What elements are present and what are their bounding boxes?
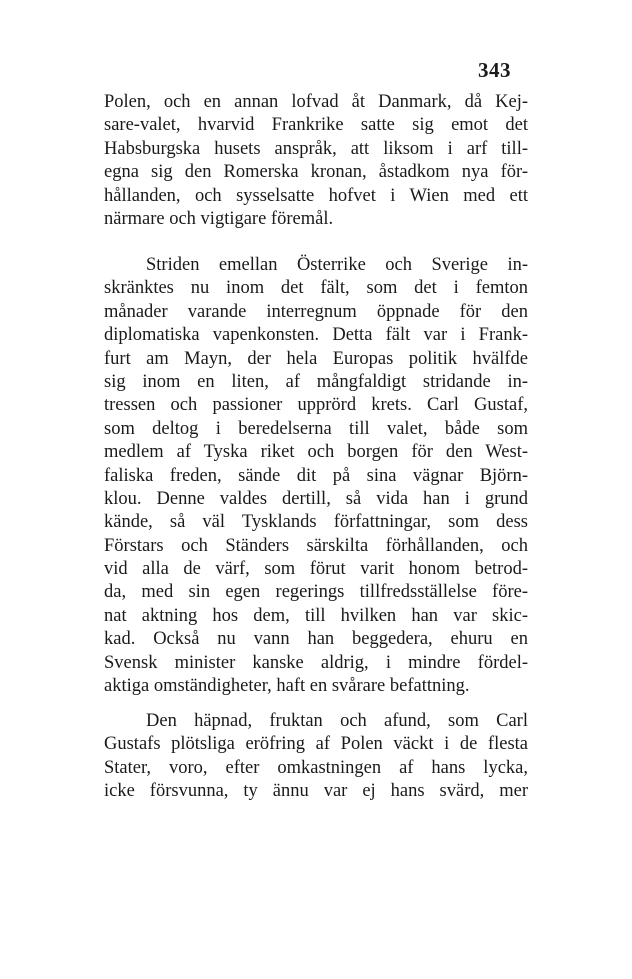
text-line: månader varande interregnum öppnade för den xyxy=(104,301,528,322)
text-line: da, med sin egen regerings tillfredsställelse före- xyxy=(104,582,528,603)
text-line: närmare och vigtigare föremål. xyxy=(104,208,334,229)
text-line: klou. Denne valdes dertill, så vida han i grund xyxy=(104,488,528,509)
text-line: kad. Också nu vann han beggedera, ehuru en xyxy=(104,629,528,650)
text-line: skränktes nu inom det fält, som det i femton xyxy=(104,278,528,299)
text-line: Habsburgska husets anspråk, att liksom i arf till- xyxy=(104,138,528,159)
text-line: Svensk minister kanske aldrig, i mindre fördel- xyxy=(104,652,528,673)
text-line: Förstars och Ständers särskilta förhållanden, och xyxy=(104,535,528,556)
text-line: tressen och passioner upprörd krets. Carl Gustaf, xyxy=(104,395,528,416)
text-line: Gustafs plötsliga eröfring af Polen väckt i de flesta xyxy=(104,734,528,755)
text-line: icke försvunna, ty ännu var ej hans svärd, mer xyxy=(104,781,528,802)
text-line: sig inom en liten, af mångfaldigt stridande in- xyxy=(104,371,528,392)
text-line: faliska freden, sände dit på sina vägnar Björn- xyxy=(104,465,528,486)
text-line: kände, så väl Tysklands författningar, som dess xyxy=(104,512,528,533)
text-line: aktiga omständigheter, haft en svårare befattning. xyxy=(104,676,470,697)
text-line: Stater, voro, efter omkastningen af hans lycka, xyxy=(104,757,528,778)
text-line: som deltog i beredelserna till valet, både som xyxy=(104,418,528,439)
paragraph-3 xyxy=(104,710,528,804)
text-line: Polen, och en annan lofvad åt Danmark, då Kej- xyxy=(104,92,528,112)
text-line: vid alla de värf, som förut varit honom betrod- xyxy=(104,559,528,580)
text-line: medlem af Tyska riket och borgen för den West- xyxy=(104,442,528,463)
paragraph-1 xyxy=(104,91,528,231)
text-line: sare-valet, hvarvid Frankrike satte sig emot det xyxy=(104,115,528,136)
page-number: 343 xyxy=(478,58,511,82)
text-line: nat aktning hos dem, till hvilken han var skic- xyxy=(104,605,528,626)
text-line: Striden emellan Österrike och Sverige in- xyxy=(146,255,528,275)
text-line: diplomatiska vapenkonsten. Detta fält var i Frank- xyxy=(104,325,528,346)
text-line: Den häpnad, fruktan och afund, som Carl xyxy=(146,711,528,731)
paragraph-2 xyxy=(104,254,528,698)
text-line: hållanden, och sysselsatte hofvet i Wien med ett xyxy=(104,185,528,206)
text-line: furt am Mayn, der hela Europas politik hvälfde xyxy=(104,348,528,369)
text-line: egna sig den Romerska kronan, åstadkom nya för- xyxy=(104,162,528,183)
